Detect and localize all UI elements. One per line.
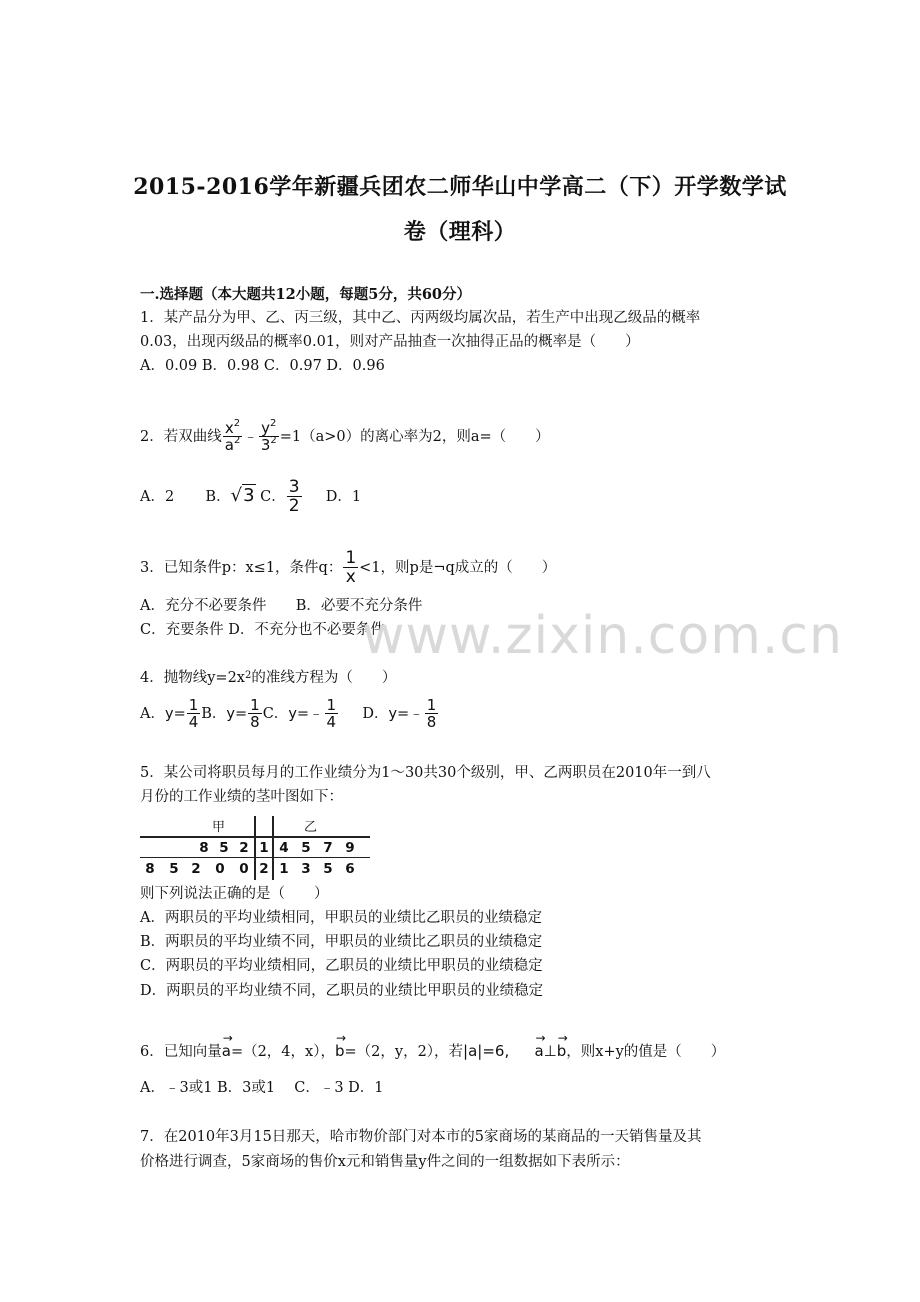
q5-option-a: A．两职员的平均业绩相同，甲职员的业绩比乙职员的业绩稳定: [140, 910, 542, 926]
leaf-left-r1-c1: 8: [199, 840, 209, 856]
q3-options-row2: [140, 620, 385, 640]
q6-vector-a: → a: [222, 1038, 231, 1064]
q4-option-b: B．: [201, 706, 227, 722]
q2-options: [140, 476, 361, 517]
q5-question: 则下列说法正确的是（ ）: [140, 886, 329, 902]
leaf-right-r1-c2: 5: [301, 840, 311, 856]
q2-fraction-x-over-a: $\frac{x^2}{a^2}$: [224, 418, 241, 454]
q2-stem: [140, 415, 550, 459]
leaf-left-r2-c4: 0: [215, 861, 225, 877]
q2-option-d: D．1: [325, 489, 362, 505]
q6-stem: [140, 1038, 725, 1065]
q6-b-value: =（2，y，2），若: [344, 1044, 464, 1060]
q2-prefix: 2．若双曲线: [140, 429, 222, 445]
leaf-left-r2-c2: 5: [169, 861, 179, 877]
q2-suffix: =1（a>0）的离心率为2，则a=（ ）: [279, 429, 550, 445]
stem-r2: 2: [259, 861, 269, 877]
q6-perp-symbol: ⊥: [543, 1042, 557, 1060]
q2-fraction-y-over-3: $\frac{y^2}{3^2}$: [260, 418, 277, 454]
q1-line1: 1．某产品分为甲、乙、丙三级，其中乙、丙两级均属次品，若生产中出现乙级品的概率: [140, 310, 701, 326]
leaf-left-r1-c2: 5: [219, 840, 229, 856]
stem-leaf-right-divider: [272, 816, 274, 880]
q1-options: A．0.09 B．0.98 C．0.97 D．0.96: [140, 358, 385, 374]
q4-option-d: D．: [362, 706, 389, 722]
stem-leaf-header-left: 甲: [212, 820, 226, 835]
stem-leaf-mid-rule: [140, 857, 370, 858]
leaf-left-r2-c5: 0: [239, 861, 249, 877]
q7-line2: 价格进行调查，5家商场的售价x元和销售量y件之间的一组数据如下表所示：: [140, 1154, 630, 1170]
leaf-right-r1-c3: 7: [323, 840, 333, 856]
q6-perp-a: → a: [534, 1038, 543, 1064]
q3-suffix: <1，则p是¬q成立的（ ）: [359, 560, 557, 576]
q6-prefix: 6．已知向量: [140, 1044, 222, 1060]
q5-line2: 月份的工作业绩的茎叶图如下：: [140, 789, 343, 805]
stem-r1: 1: [259, 840, 269, 856]
q5-option-c: C．两职员的平均业绩相同，乙职员的业绩比甲职员的业绩稳定: [140, 958, 543, 974]
q3-stem: [140, 548, 556, 588]
q3-fraction-1-over-x: $\frac{1}{x}$: [345, 548, 357, 587]
q2-option-a: A．2: [140, 489, 175, 505]
q1-line2: 0.03，出现丙级品的概率0.01，则对产品抽查一次抽得正品的概率是（ ）: [140, 334, 640, 350]
watermark: www.zixin.com.cn: [362, 606, 843, 666]
q3-option-d: D．不充分也不必要条件: [228, 622, 385, 638]
q3-option-a: A．充分不必要条件: [140, 598, 267, 614]
q3-option-c: C．充要条件: [140, 622, 224, 638]
q2-sqrt: √3: [230, 485, 255, 506]
q4-option-a-fraction: $\frac{1}{4}$: [188, 696, 199, 731]
q5-option-d: D．两职员的平均业绩不同，乙职员的业绩比甲职员的业绩稳定: [140, 983, 544, 999]
section-heading: 一.选择题（本大题共12小题，每题5分，共60分）: [140, 286, 471, 303]
q6-options: A．﹣3或1 B．3或1 C．﹣3 D．1: [140, 1080, 384, 1096]
leaf-left-r2-c1: 8: [145, 861, 155, 877]
q2-option-c-fraction: $\frac{3}{2}$: [288, 477, 300, 516]
leaf-left-r1-c3: 2: [239, 840, 249, 856]
q6-a-value: =（2，4，x），: [230, 1044, 335, 1060]
q4-option-d-fraction: $\frac{1}{8}$: [426, 696, 437, 731]
leaf-right-r1-c4: 9: [345, 840, 355, 856]
leaf-right-r2-c1: 1: [279, 861, 289, 877]
q6-suffix: ，则x+y的值是（ ）: [566, 1044, 726, 1060]
q4-stem: 4．抛物线$y=2x^2$的准线方程为（ ）: [140, 670, 397, 686]
q6-perp-b: → b: [557, 1038, 567, 1064]
q5-line1: 5．某公司将职员每月的工作业绩分为1～30共30个级别，甲、乙两职员在2010年一到八: [140, 765, 711, 781]
q4-option-a: A．: [140, 706, 165, 722]
q4-options: A．y= $\frac{1}{4}$ B．y= $\frac{1}{8}$ C．y=﹣ $\frac{1}{4}$ D．y=﹣ $\frac{1}{8}$: [140, 696, 437, 731]
stem-leaf-header-right: 乙: [304, 820, 318, 835]
q4-option-c: C．: [262, 706, 289, 722]
stem-leaf-table: [140, 816, 370, 880]
leaf-right-r2-c2: 3: [301, 861, 311, 877]
q2-option-b: B．: [205, 489, 231, 505]
q3-option-b: B．必要不充分条件: [295, 598, 423, 614]
leaf-left-r2-c3: 2: [191, 861, 201, 877]
q7-line1: 7．在2010年3月15日那天，哈市物价部门对本市的5家商场的某商品的一天销售量及其: [140, 1129, 702, 1145]
leaf-right-r2-c4: 6: [345, 861, 355, 877]
q2-minus: ﹣: [243, 429, 258, 445]
q3-prefix: 3．已知条件p：x≤1，条件q：: [140, 560, 343, 576]
q4-option-b-fraction: $\frac{1}{8}$: [250, 696, 260, 731]
exam-title-line2: 卷（理科）: [403, 219, 517, 245]
q4-option-c-fraction: $\frac{1}{4}$: [326, 696, 337, 731]
exam-title-line1: 2015-2016学年新疆兵团农二师华山中学高二（下）开学数学试: [133, 174, 787, 200]
leaf-right-r2-c3: 5: [323, 861, 333, 877]
q6-abs-expression: |a|=6,: [463, 1042, 510, 1060]
q6-vector-b: → b: [335, 1038, 345, 1064]
leaf-right-r1-c1: 4: [279, 840, 289, 856]
q2-option-c: C．: [260, 489, 286, 505]
q5-option-b: B．两职员的平均业绩不同，甲职员的业绩比乙职员的业绩稳定: [140, 934, 543, 950]
